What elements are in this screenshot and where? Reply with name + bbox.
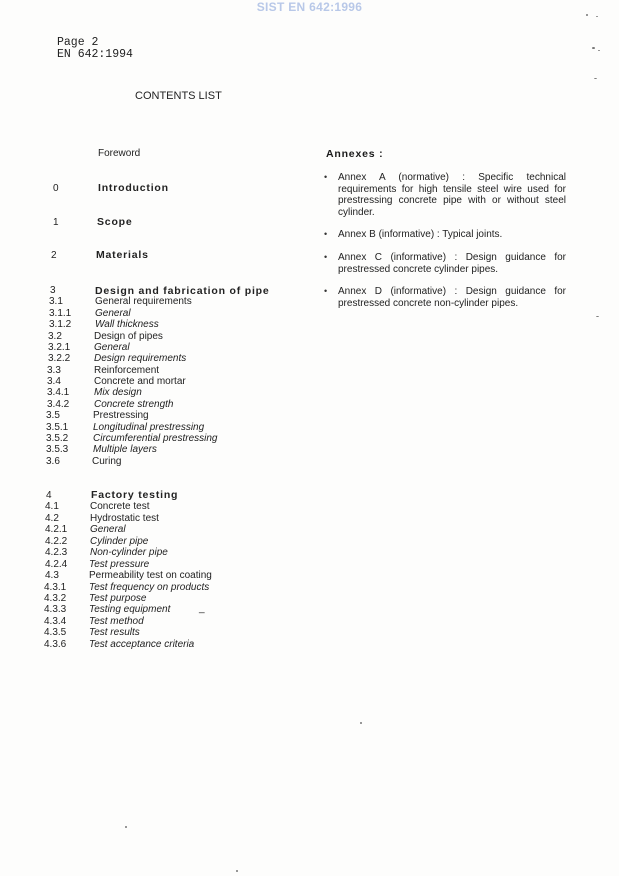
section-number: 4.3.4 (44, 616, 67, 627)
section-number: 3.1.2 (49, 319, 72, 330)
section-title: Design of pipes (94, 331, 163, 342)
section-number: 3.2.1 (48, 342, 71, 353)
section-title: Wall thickness (95, 319, 159, 330)
section-number: 2 (51, 250, 57, 261)
section-number: 4.3.1 (44, 582, 67, 593)
section-title: Cylinder pipe (90, 536, 149, 547)
scan-speck (596, 316, 599, 317)
section-title: Factory testing (91, 489, 179, 501)
section-title: Design requirements (94, 353, 187, 364)
section-number: 3.5.1 (46, 422, 69, 433)
scan-speck (598, 50, 600, 51)
section-number: 4.2.4 (45, 559, 68, 570)
section-number: 3.2.2 (48, 353, 71, 364)
section-title: Introduction (98, 182, 169, 194)
scan-speck (236, 870, 238, 872)
page-number: Page 2 (57, 36, 99, 49)
section-number: 3.1 (49, 296, 63, 307)
annex-item: Annex D (informative) : Design guidance for prestressed concrete non-cylinder pipes. (338, 286, 566, 309)
bullet-icon: • (324, 252, 328, 262)
section-number: 4.3.5 (44, 627, 67, 638)
section-title: Test method (89, 616, 144, 627)
section-title: Test pressure (89, 559, 150, 570)
section-number: 4.2.3 (45, 547, 68, 558)
section-number: 0 (53, 183, 59, 194)
section-title: General requirements (95, 296, 192, 307)
section-title: Circumferential prestressing (93, 433, 218, 444)
section-title: Non-cylinder pipe (90, 547, 168, 558)
section-title: Test frequency on products (89, 582, 210, 593)
section-title: Concrete test (90, 501, 150, 512)
section-number: 4.3 (45, 570, 59, 581)
section-title: Hydrostatic test (90, 513, 159, 524)
scan-speck (592, 47, 595, 49)
foreword-entry: Foreword (98, 148, 141, 159)
standard-id: EN 642:1994 (57, 48, 133, 61)
annex-item: Annex B (informative) : Typical joints. (338, 229, 503, 240)
scan-speck (125, 826, 127, 828)
section-number: 4.3.6 (44, 639, 67, 650)
section-number: 3.6 (46, 456, 60, 467)
section-title: Longitudinal prestressing (93, 422, 205, 433)
bullet-icon: • (324, 229, 328, 239)
section-title: Materials (96, 249, 149, 261)
section-title: Testing equipment (89, 604, 171, 615)
watermark: SIST EN 642:1996 (256, 0, 363, 14)
section-number: 3.5.2 (46, 433, 69, 444)
section-title: General (95, 308, 131, 319)
section-number: 3.1.1 (49, 308, 72, 319)
section-number: 4.2 (45, 513, 59, 524)
section-title: General (94, 342, 130, 353)
section-title: Curing (92, 456, 122, 467)
section-number: 3.4.1 (47, 387, 70, 398)
section-title: Test acceptance criteria (89, 639, 195, 650)
scan-speck (360, 722, 362, 724)
scan-speck (596, 16, 598, 17)
section-title: Concrete and mortar (94, 376, 186, 387)
section-title: Scope (97, 216, 133, 228)
section-title: Mix design (94, 387, 142, 398)
scan-speck (594, 78, 597, 79)
annex-item: Annex A (normative) : Specific technical requirements for high tensile steel wire used for prestressing concrete pipe with or without steel cylinder. (338, 172, 566, 218)
section-number: 3.3 (47, 365, 61, 376)
section-number: 4.2.1 (45, 524, 68, 535)
page-title: CONTENTS LIST (135, 90, 222, 102)
section-number: 3.5.3 (46, 444, 69, 455)
section-title: Test results (89, 627, 140, 638)
section-title: General (90, 524, 126, 535)
scan-speck (586, 14, 588, 16)
section-title: Permeability test on coating (89, 570, 212, 581)
annex-item: Annex C (informative) : Design guidance for prestressed concrete cylinder pipes. (338, 252, 566, 275)
section-number: 3.2 (48, 331, 62, 342)
section-number: 4.1 (45, 501, 59, 512)
page-header (57, 37, 133, 61)
section-number: 4.3.2 (44, 593, 67, 604)
bullet-icon: • (324, 286, 328, 296)
section-title: Multiple layers (93, 444, 157, 455)
underscore-mark: _ (199, 603, 205, 614)
section-number: 4.2.2 (45, 536, 68, 547)
section-number: 4 (46, 490, 52, 501)
section-number: 3.4.2 (47, 399, 70, 410)
section-title: Design and fabrication of pipe (95, 285, 270, 297)
section-number: 3.5 (46, 410, 60, 421)
section-title: Prestressing (93, 410, 149, 421)
section-number: 4.3.3 (44, 604, 67, 615)
bullet-icon: • (324, 172, 328, 182)
section-number: 3.4 (47, 376, 61, 387)
section-number: 3 (50, 285, 56, 296)
section-title: Concrete strength (94, 399, 174, 410)
section-title: Test purpose (89, 593, 147, 604)
section-title: Reinforcement (94, 365, 160, 376)
annexes-heading: Annexes : (326, 148, 384, 160)
section-number: 1 (53, 217, 59, 228)
